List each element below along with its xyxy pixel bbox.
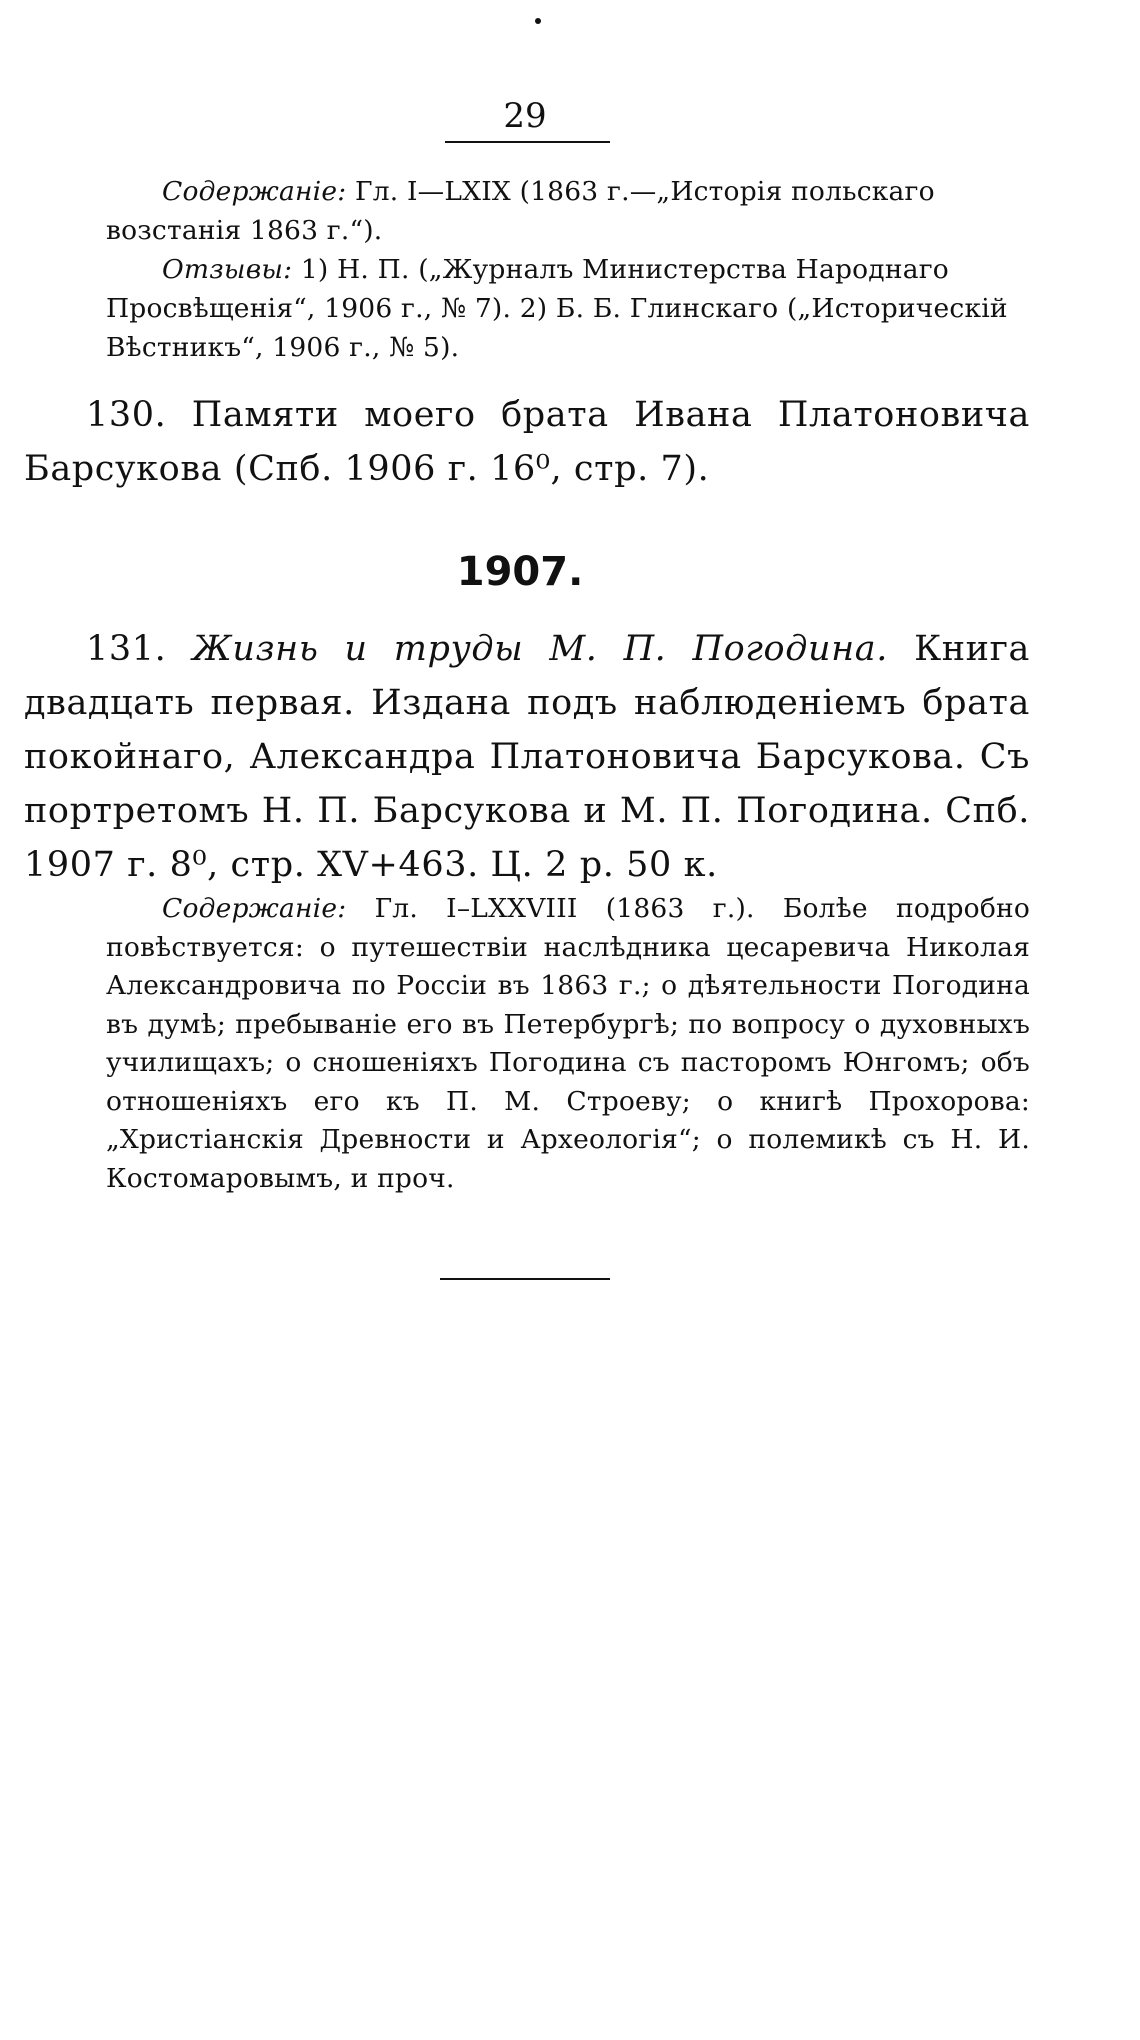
entry-title: Жизнь и труды М. П. Погодина. [192,629,888,669]
page-number: 29 [503,96,547,136]
entry-129-contents [106,172,1030,250]
entry-number: 131. [86,629,167,669]
page-number-rule [445,141,610,143]
entry-129-reviews [106,250,1030,367]
contents-label: Содержаніе: [162,176,347,207]
reviews-label: Отзывы: [162,254,293,285]
reviews-text: 1) Н. П. („Журналъ Министерства Народнаго Просвѣщенія“, 1906 г., № 7). 2) Б. Б. Глинскаго („Историческій Вѣстникъ“, 1906 г., № 5). [106,254,1008,363]
contents-label: Содержаніе: [162,893,347,924]
end-rule [440,1278,610,1280]
entry-131 [24,622,1030,892]
contents-text: Гл. I–LXXVIII (1863 г.). Болѣе подробно повѣствуется: о путешествіи наслѣдника цесаревича Николая Александровича по Россіи въ 1863 г.; о дѣятельности Погодина въ думѣ; пребываніе его въ Петербургѣ; по вопросу о духовныхъ училищахъ; о сношеніяхъ Погодина съ пасторомъ Юнгомъ; объ отношеніяхъ его къ П. М. Строеву; о книгѣ Прохорова: „Христіанскія Древности и Археологія“; о полемикѣ съ Н. И. Костомаровымъ, и проч. [106,893,1030,1194]
contents-text: Гл. I—LXIX (1863 г.—„Исторія польскаго возстанія 1863 г.“). [106,176,935,246]
print-speck [535,18,541,24]
entry-130: 130. Памяти моего брата Ивана Платоновича Барсукова (Спб. 1906 г. 16⁰, стр. 7). [24,395,1030,489]
year-heading: 1907. [456,549,584,595]
entry-131-contents [106,890,1030,1198]
entry-description: Книга двадцать первая. Издана подъ наблюденіемъ брата покойнаго, Александра Платоновича Барсукова. Съ портретомъ Н. П. Барсукова и М. П. Погодина. Спб. 1907 г. 8⁰, стр. XV+463. Ц. 2 р. 50 к. [24,629,1031,885]
